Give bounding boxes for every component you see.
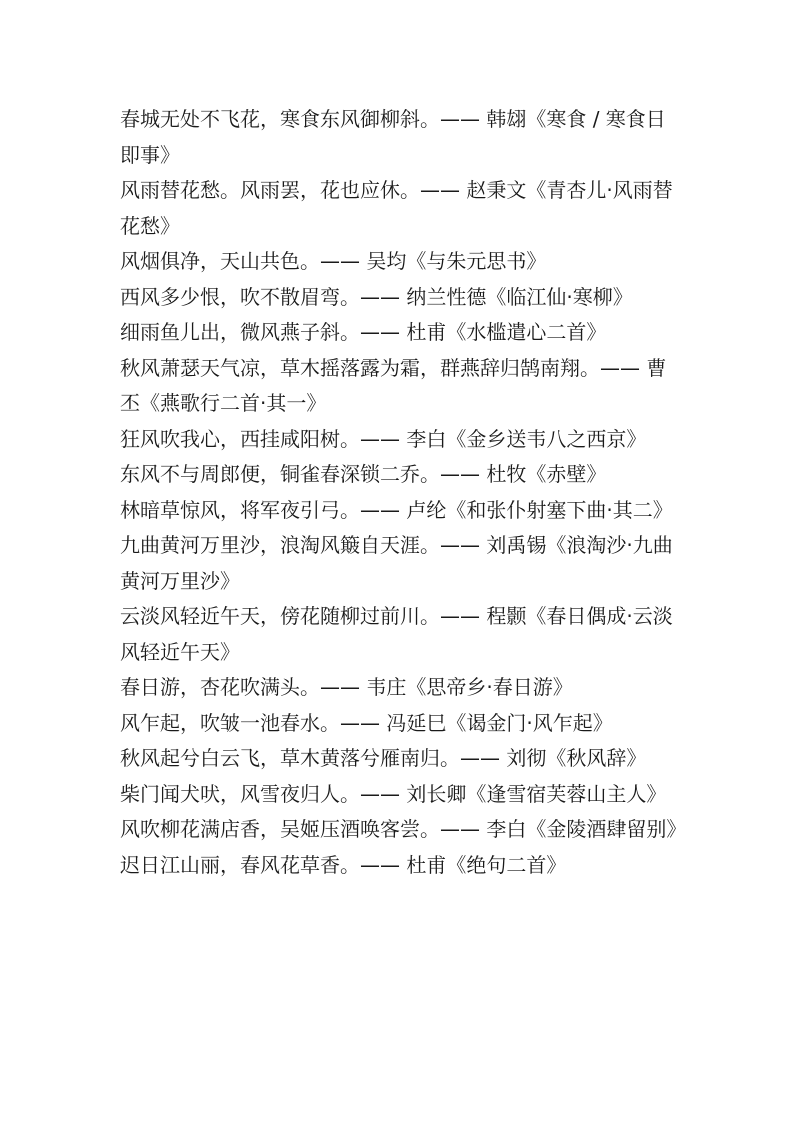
text-line: 风烟俱净，天山共色。—— 吴均《与朱元思书》 bbox=[120, 249, 547, 273]
text-line: 东风不与周郎便，铜雀春深锁二乔。—— 杜牧《赤壁》 bbox=[120, 462, 607, 486]
text-line: 九曲黄河万里沙，浪淘风簸自天涯。—— 刘禹锡《浪淘沙·九曲 bbox=[120, 533, 673, 557]
text-line: 细雨鱼儿出，微风燕子斜。—— 杜甫《水槛遣心二首》 bbox=[120, 320, 607, 344]
text-line: 风吹柳花满店香，吴姬压酒唤客尝。—— 李白《金陵酒肆留别》 bbox=[120, 817, 687, 841]
text-line: 云淡风轻近午天，傍花随柳过前川。—— 程颢《春日偶成·云淡 bbox=[120, 604, 673, 628]
text-line: 秋风起兮白云飞，草木黄落兮雁南归。—— 刘彻《秋风辞》 bbox=[120, 746, 647, 770]
text-line: 即事》 bbox=[120, 142, 180, 167]
text-line: 风雨替花愁。风雨罢，花也应休。—— 赵秉文《青杏儿·风雨替 bbox=[120, 178, 673, 202]
text-line: 西风多少恨，吹不散眉弯。—— 纳兰性德《临江仙·寒柳》 bbox=[120, 284, 633, 309]
text-line: 柴门闻犬吠，风雪夜归人。—— 刘长卿《逢雪宿芙蓉山主人》 bbox=[120, 781, 667, 806]
text-line: 花愁》 bbox=[120, 213, 180, 238]
text-line: 秋风萧瑟天气凉，草木摇落露为霜，群燕辞归鹄南翔。—— 曹 bbox=[120, 355, 667, 380]
text-line: 迟日江山丽，春风花草香。—— 杜甫《绝句二首》 bbox=[120, 852, 567, 877]
document-body bbox=[120, 102, 687, 883]
text-line: 狂风吹我心，西挂咸阳树。—— 李白《金乡送韦八之西京》 bbox=[120, 426, 647, 451]
text-line: 林暗草惊风，将军夜引弓。—— 卢纶《和张仆射塞下曲·其二》 bbox=[120, 497, 673, 522]
text-line: 丕《燕歌行二首·其一》 bbox=[120, 391, 327, 415]
text-line: 春城无处不飞花，寒食东风御柳斜。—— 韩翃《寒食 / 寒食日 bbox=[120, 107, 666, 131]
text-line: 风乍起，吹皱一池春水。—— 冯延巳《谒金门·风乍起》 bbox=[120, 710, 613, 735]
text-line: 风轻近午天》 bbox=[120, 639, 240, 664]
text-line: 黄河万里沙》 bbox=[120, 568, 240, 593]
text-line: 春日游，杏花吹满头。—— 韦庄《思帝乡·春日游》 bbox=[120, 675, 573, 699]
